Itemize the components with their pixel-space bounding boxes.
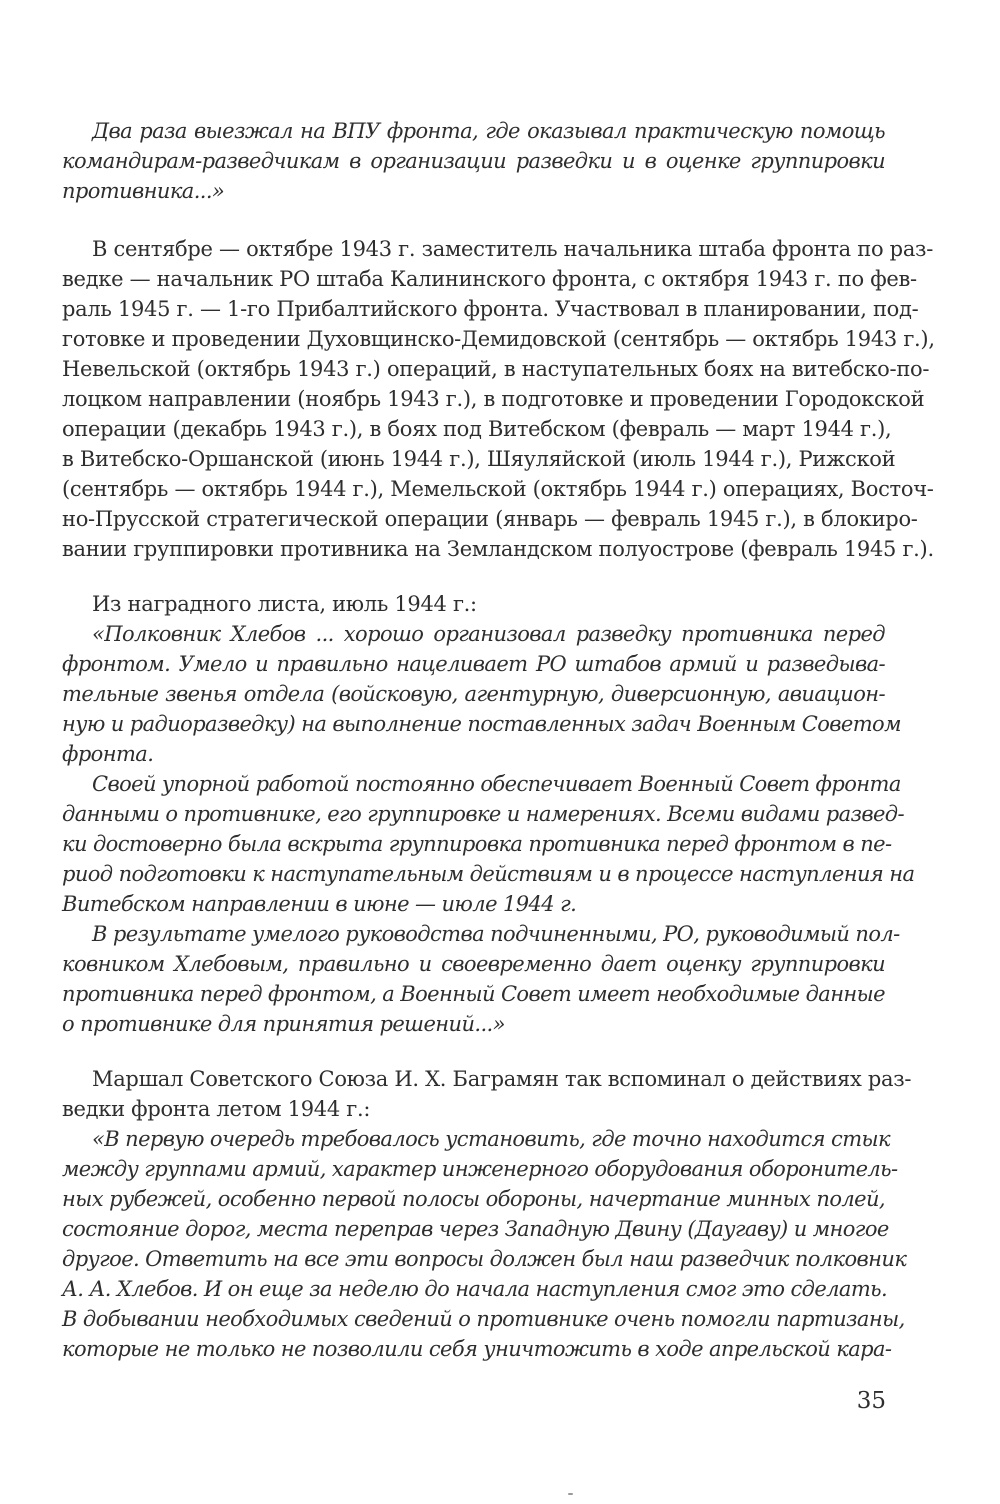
text-line: но-Прусской стратегической операции (январь — февраль 1945 г.), в блокиро- bbox=[62, 507, 918, 531]
text-line: В сентябре — октябре 1943 г. заместитель начальника штаба фронта по раз- bbox=[92, 237, 933, 261]
text-line: другое. Ответить на все эти вопросы должен был наш разведчик полковник bbox=[62, 1247, 907, 1271]
text-line: ковником Хлебовым, правильно и своевременно дает оценку группировки bbox=[62, 952, 885, 976]
text-line: противника...» bbox=[62, 179, 225, 203]
text-line: данными о противнике, его группировке и намерениях. Всеми видами развед- bbox=[62, 802, 905, 826]
text-line: между группами армий, характер инженерного оборудования оборонитель- bbox=[62, 1157, 898, 1181]
text-line: состояние дорог, места переправ через Западную Двину (Даугаву) и многое bbox=[62, 1217, 889, 1241]
text-line: которые не только не позволили себя уничтожить в ходе апрельской кара- bbox=[62, 1337, 892, 1361]
text-line: Своей упорной работой постоянно обеспечивает Военный Совет фронта bbox=[92, 772, 901, 796]
text-line: фронтом. Умело и правильно нацеливает РО штабов армий и разведыва- bbox=[62, 652, 885, 676]
text-line: противника перед фронтом, а Военный Совет имеет необходимые данные bbox=[62, 982, 885, 1006]
text-line: Витебском направлении в июне — июле 1944 г. bbox=[62, 892, 577, 916]
text-line: риод подготовки к наступательным действиям и в процессе наступления на bbox=[62, 862, 915, 886]
text-line: Из наградного листа, июль 1944 г.: bbox=[92, 592, 477, 616]
text-line: (сентябрь — октябрь 1944 г.), Мемельской (октябрь 1944 г.) операциях, Восточ- bbox=[62, 477, 934, 501]
text-line: вании группировки противника на Земландском полуострове (февраль 1945 г.). bbox=[62, 537, 934, 561]
text-line: лоцком направлении (ноябрь 1943 г.), в подготовке и проведении Городокской bbox=[62, 387, 925, 411]
text-line: тельные звенья отдела (войсковую, агентурную, диверсионную, авиацион- bbox=[62, 682, 885, 706]
text-line: ки достоверно была вскрыта группировка противника перед фронтом в пе- bbox=[62, 832, 892, 856]
text-line: Маршал Советского Союза И. Х. Баграмян так вспоминал о действиях раз- bbox=[92, 1067, 912, 1091]
text-line: А. А. Хлебов. И он еще за неделю до начала наступления смог это сделать. bbox=[62, 1277, 888, 1301]
page-number: 35 bbox=[856, 1388, 886, 1414]
text-line: командирам-разведчикам в организации разведки и в оценке группировки bbox=[62, 149, 885, 173]
text-line: раль 1945 г. — 1-го Прибалтийского фронта. Участвовал в планировании, под- bbox=[62, 297, 919, 321]
text-line: Невельской (октябрь 1943 г.) операций, в наступательных боях на витебско-по- bbox=[62, 357, 930, 381]
text-line: В добывании необходимых сведений о противнике очень помогли партизаны, bbox=[62, 1307, 905, 1331]
text-line: ведки фронта летом 1944 г.: bbox=[62, 1097, 371, 1121]
text-line: Два раза выезжал на ВПУ фронта, где оказывал практическую помощь bbox=[92, 119, 885, 143]
text-line: В результате умелого руководства подчиненными, РО, руководимый пол- bbox=[92, 922, 900, 946]
print-speck bbox=[568, 1493, 573, 1495]
text-line: ведке — начальник РО штаба Калининского фронта, с октября 1943 г. по фев- bbox=[62, 267, 917, 291]
text-line: в Витебско-Оршанской (июнь 1944 г.), Шяуляйской (июль 1944 г.), Рижской bbox=[62, 447, 896, 471]
text-line: ную и радиоразведку) на выполнение поставленных задач Военным Советом bbox=[62, 712, 901, 736]
text-line: фронта. bbox=[62, 742, 154, 766]
text-line: операции (декабрь 1943 г.), в боях под Витебском (февраль — март 1944 г.), bbox=[62, 417, 892, 441]
text-line: ных рубежей, особенно первой полосы обороны, начертание минных полей, bbox=[62, 1187, 885, 1211]
text-line: готовке и проведении Духовщинско-Демидовской (сентябрь — октябрь 1943 г.), bbox=[62, 327, 935, 351]
text-line: «Полковник Хлебов ... хорошо организовал разведку противника перед bbox=[92, 622, 885, 646]
text-line: о противнике для принятия решений...» bbox=[62, 1012, 505, 1036]
text-line: «В первую очередь требовалось установить, где точно находится стык bbox=[92, 1127, 890, 1151]
